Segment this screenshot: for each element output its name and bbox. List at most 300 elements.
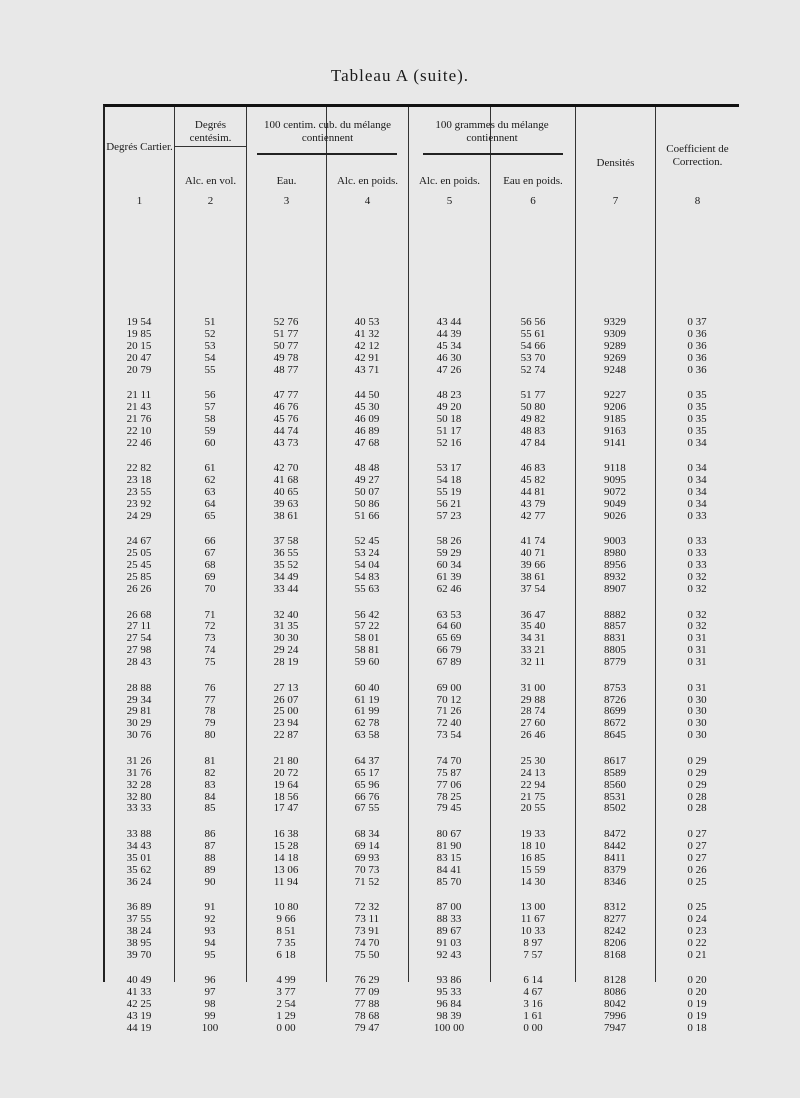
table-cell: 69 93 — [354, 851, 380, 864]
table-cell: 35 52 — [273, 559, 299, 572]
table-cell: 31 26 — [126, 754, 152, 767]
table-cell: 0 31 — [687, 656, 707, 669]
table-cell: 43 71 — [354, 363, 380, 376]
table-cell: 34 43 — [126, 839, 152, 852]
table-cell: 24 67 — [126, 535, 152, 548]
table-cell: 25 45 — [126, 559, 152, 572]
table-row — [105, 987, 739, 999]
table-cell: 61 19 — [354, 693, 380, 706]
row-group — [105, 390, 739, 449]
row-group — [105, 683, 739, 742]
table-row — [105, 560, 739, 572]
table-cell: 42 91 — [354, 351, 380, 364]
table-cell: 0 34 — [687, 436, 707, 449]
table-cell: 3 16 — [523, 998, 543, 1011]
table-cell: 7 35 — [276, 936, 296, 949]
table-cell: 31 00 — [520, 681, 546, 694]
table-cell: 8857 — [604, 620, 626, 633]
table-cell: 39 70 — [126, 948, 152, 961]
table-cell: 98 — [204, 998, 216, 1011]
table-cell: 9141 — [604, 436, 626, 449]
table-cell: 6 18 — [276, 948, 296, 961]
table-cell: 40 71 — [520, 547, 546, 560]
table-row — [105, 329, 739, 341]
table-row — [105, 414, 739, 426]
table-cell: 77 09 — [354, 986, 380, 999]
table-row — [105, 683, 739, 695]
table-cell: 71 52 — [354, 875, 380, 888]
table-cell: 0 34 — [687, 486, 707, 499]
table-cell: 88 33 — [436, 913, 462, 926]
table-cell: 63 — [204, 486, 216, 499]
table-cell: 35 62 — [126, 863, 152, 876]
table-cell: 56 56 — [520, 316, 546, 328]
table-cell: 66 79 — [436, 644, 462, 657]
table-cell: 0 33 — [687, 509, 707, 522]
table-cell: 72 32 — [354, 901, 380, 914]
table-cell: 15 28 — [273, 839, 299, 852]
table-cell: 63 53 — [436, 608, 462, 621]
table-cell: 9269 — [604, 351, 626, 364]
table-cell: 9289 — [604, 339, 626, 352]
table-cell: 0 37 — [687, 316, 707, 328]
table-row — [105, 511, 739, 523]
table-row — [105, 438, 739, 450]
table-row — [105, 950, 739, 962]
table-cell: 23 55 — [126, 486, 152, 499]
table-cell: 58 81 — [354, 644, 380, 657]
table-cell: 51 — [204, 316, 216, 328]
table-cell: 0 30 — [687, 693, 707, 706]
table-cell: 47 26 — [436, 363, 462, 376]
table-cell: 50 86 — [354, 497, 380, 510]
table-cell: 29 88 — [520, 693, 546, 706]
table-cell: 30 29 — [126, 717, 152, 730]
table-cell: 53 24 — [354, 547, 380, 560]
table-cell: 26 26 — [126, 582, 152, 595]
table-cell: 21 43 — [126, 401, 152, 414]
table-cell: 8 97 — [523, 936, 543, 949]
col-number: 3 — [283, 195, 290, 207]
table-cell: 40 49 — [126, 974, 152, 987]
table-cell: 3 77 — [276, 986, 296, 999]
table-cell: 8086 — [604, 986, 626, 999]
header-rule — [175, 146, 246, 147]
header-group-centim: 100 centim. cub. du mélange contiennent — [263, 119, 392, 144]
table-cell: 0 31 — [687, 644, 707, 657]
table-row — [105, 730, 739, 742]
table-cell: 53 17 — [436, 462, 462, 475]
table-cell: 51 77 — [520, 389, 546, 402]
row-group — [105, 610, 739, 669]
table-cell: 36 47 — [520, 608, 546, 621]
table-row — [105, 975, 739, 987]
col-number: 6 — [530, 195, 536, 207]
table-cell: 76 — [204, 681, 216, 694]
table-cell: 9003 — [604, 535, 626, 548]
table-cell: 59 — [204, 424, 216, 437]
table-cell: 9227 — [604, 389, 626, 402]
table-cell: 100 — [201, 1021, 219, 1034]
table-cell: 61 — [204, 462, 216, 475]
table-cell: 72 40 — [436, 717, 462, 730]
header-coefficient: Coefficient de Correction. — [666, 143, 729, 168]
table-cell: 22 10 — [126, 424, 152, 437]
header-degres-centesim: Degrés centésim. — [189, 119, 232, 144]
table-cell: 54 — [204, 351, 216, 364]
table-row — [105, 926, 739, 938]
table-cell: 92 43 — [436, 948, 462, 961]
table-cell: 8617 — [604, 754, 626, 767]
table-cell: 77 — [204, 693, 216, 706]
table-cell: 46 30 — [436, 351, 462, 364]
table-cell: 0 32 — [687, 608, 707, 621]
table-cell: 56 42 — [354, 608, 380, 621]
table-row — [105, 426, 739, 438]
table-cell: 15 59 — [520, 863, 546, 876]
table-row — [105, 1011, 739, 1023]
table-cell: 0 34 — [687, 497, 707, 510]
table-cell: 72 — [204, 620, 216, 633]
table-cell: 0 27 — [687, 827, 707, 840]
table-cell: 0 25 — [687, 901, 707, 914]
row-group — [105, 536, 739, 595]
header-eau: Eau. — [276, 175, 297, 187]
table-cell: 44 19 — [126, 1021, 152, 1034]
table-cell: 22 46 — [126, 436, 152, 449]
table-cell: 81 — [204, 754, 216, 767]
table-cell: 9049 — [604, 497, 626, 510]
table-cell: 29 24 — [273, 644, 299, 657]
table-cell: 60 — [204, 436, 216, 449]
table-cell: 53 70 — [520, 351, 546, 364]
table-cell: 0 29 — [687, 766, 707, 779]
table-cell: 41 32 — [354, 327, 380, 340]
table-cell: 0 36 — [687, 327, 707, 340]
row-group — [105, 829, 739, 888]
table-cell: 8956 — [604, 559, 626, 572]
table-cell: 20 15 — [126, 339, 152, 352]
table-cell: 85 70 — [436, 875, 462, 888]
table-cell: 55 61 — [520, 327, 546, 340]
table-cell: 0 33 — [687, 559, 707, 572]
table-cell: 16 85 — [520, 851, 546, 864]
table-cell: 52 — [204, 327, 216, 340]
table-cell: 14 30 — [520, 875, 546, 888]
table-cell: 70 73 — [354, 863, 380, 876]
table-row — [105, 756, 739, 768]
table-row — [105, 829, 739, 841]
table-cell: 27 13 — [273, 681, 299, 694]
table-cell: 13 06 — [273, 863, 299, 876]
table-row — [105, 536, 739, 548]
table-cell: 55 19 — [436, 486, 462, 499]
header-alc-vol: Alc. en vol. — [184, 175, 237, 187]
table-cell: 0 28 — [687, 802, 707, 815]
table-cell: 0 32 — [687, 620, 707, 633]
table-cell: 35 40 — [520, 620, 546, 633]
table-cell: 62 46 — [436, 582, 462, 595]
table-cell: 34 31 — [520, 632, 546, 645]
table-cell: 0 19 — [687, 1009, 707, 1022]
table-cell: 54 18 — [436, 474, 462, 487]
table-cell: 43 79 — [520, 497, 546, 510]
table-cell: 34 49 — [273, 571, 299, 584]
table-row — [105, 914, 739, 926]
table-cell: 28 19 — [273, 656, 299, 669]
table-cell: 24 13 — [520, 766, 546, 779]
col-number: 7 — [612, 195, 619, 207]
table-row — [105, 584, 739, 596]
table-cell: 13 00 — [520, 901, 546, 914]
table-cell: 46 76 — [273, 401, 299, 414]
table-cell: 0 20 — [687, 986, 707, 999]
table-cell: 68 — [204, 559, 216, 572]
table-cell: 66 — [204, 535, 216, 548]
table-cell: 39 63 — [273, 497, 299, 510]
table-cell: 25 30 — [520, 754, 546, 767]
table-cell: 57 23 — [436, 509, 462, 522]
table-cell: 69 14 — [354, 839, 380, 852]
table-cell: 25 00 — [273, 705, 299, 718]
table-cell: 0 00 — [276, 1021, 296, 1034]
table-cell: 26 07 — [273, 693, 299, 706]
table-cell: 73 54 — [436, 729, 462, 742]
table-cell: 57 — [204, 401, 216, 414]
table-cell: 86 — [204, 827, 216, 840]
table-cell: 41 68 — [273, 474, 299, 487]
page-title: Tableau A (suite). — [330, 66, 470, 85]
table-cell: 55 63 — [354, 582, 380, 595]
table-cell: 77 06 — [436, 778, 462, 791]
header-densites: Densités — [596, 157, 635, 169]
table-cell: 93 86 — [436, 974, 462, 987]
table-cell: 0 27 — [687, 851, 707, 864]
table-cell: 28 88 — [126, 681, 152, 694]
table-cell: 73 91 — [354, 924, 380, 937]
table-cell: 8206 — [604, 936, 626, 949]
table-cell: 20 47 — [126, 351, 152, 364]
table-cell: 60 40 — [354, 681, 380, 694]
table-row — [105, 780, 739, 792]
table-cell: 20 55 — [520, 802, 546, 815]
table-cell: 44 81 — [520, 486, 546, 499]
table-cell: 32 40 — [273, 608, 299, 621]
table-cell: 8277 — [604, 913, 626, 926]
header-rule — [423, 153, 563, 155]
table-cell: 8907 — [604, 582, 626, 595]
table-cell: 0 36 — [687, 339, 707, 352]
table-cell: 19 64 — [273, 778, 299, 791]
table-cell: 32 28 — [126, 778, 152, 791]
table-cell: 38 61 — [273, 509, 299, 522]
table-cell: 79 47 — [354, 1021, 380, 1034]
table-cell: 92 — [204, 913, 216, 926]
table-cell: 8779 — [604, 656, 626, 669]
table-cell: 79 — [204, 717, 216, 730]
table-cell: 50 18 — [436, 412, 462, 425]
table-cell: 44 74 — [273, 424, 299, 437]
table-cell: 53 — [204, 339, 216, 352]
table-cell: 17 47 — [273, 802, 299, 815]
table-cell: 54 04 — [354, 559, 380, 572]
table-cell: 43 19 — [126, 1009, 152, 1022]
table-cell: 50 77 — [273, 339, 299, 352]
table-cell: 21 75 — [520, 790, 546, 803]
table-cell: 35 01 — [126, 851, 152, 864]
table-cell: 83 — [204, 778, 216, 791]
table-row — [105, 803, 739, 815]
table-cell: 49 27 — [354, 474, 380, 487]
table-cell: 0 33 — [687, 535, 707, 548]
table-cell: 46 89 — [354, 424, 380, 437]
table-cell: 0 29 — [687, 754, 707, 767]
col-number: 1 — [136, 195, 143, 207]
table-cell: 54 83 — [354, 571, 380, 584]
table-cell: 30 76 — [126, 729, 152, 742]
table-cell: 36 55 — [273, 547, 299, 560]
table-cell: 84 41 — [436, 863, 462, 876]
table-cell: 8442 — [604, 839, 626, 852]
table-cell: 68 34 — [354, 827, 380, 840]
table-row — [105, 402, 739, 414]
table-cell: 7996 — [604, 1009, 626, 1022]
table-cell: 52 76 — [273, 316, 299, 328]
header-eau-poids: Eau en poids. — [503, 175, 563, 187]
col-number: 4 — [364, 195, 371, 207]
col-number: 8 — [694, 195, 701, 207]
table-cell: 8042 — [604, 998, 626, 1011]
table-cell: 0 35 — [687, 412, 707, 425]
table-cell: 0 19 — [687, 998, 707, 1011]
table-cell: 40 53 — [354, 316, 380, 328]
table-cell: 0 34 — [687, 474, 707, 487]
table-cell: 18 10 — [520, 839, 546, 852]
table-cell: 70 12 — [436, 693, 462, 706]
table-cell: 33 21 — [520, 644, 546, 657]
row-group — [105, 317, 739, 376]
table-cell: 38 24 — [126, 924, 152, 937]
table-cell: 8502 — [604, 802, 626, 815]
table-row — [105, 657, 739, 669]
table-cell: 49 20 — [436, 401, 462, 414]
table-cell: 7 57 — [523, 948, 543, 961]
table-cell: 74 70 — [354, 936, 380, 949]
table-cell: 57 22 — [354, 620, 380, 633]
table-row — [105, 902, 739, 914]
table-cell: 71 — [204, 608, 216, 621]
table-cell: 65 69 — [436, 632, 462, 645]
table-cell: 8753 — [604, 681, 626, 694]
table-cell: 36 24 — [126, 875, 152, 888]
table-cell: 73 — [204, 632, 216, 645]
table-cell: 0 36 — [687, 363, 707, 376]
table-body — [105, 317, 739, 1048]
table-row — [105, 792, 739, 804]
table-cell: 23 94 — [273, 717, 299, 730]
table-cell: 67 55 — [354, 802, 380, 815]
table-cell: 89 — [204, 863, 216, 876]
table-cell: 37 54 — [520, 582, 546, 595]
table-cell: 23 18 — [126, 474, 152, 487]
table-cell: 19 54 — [126, 316, 152, 328]
table-cell: 77 88 — [354, 998, 380, 1011]
table-cell: 42 77 — [520, 509, 546, 522]
table-cell: 78 25 — [436, 790, 462, 803]
table-cell: 40 65 — [273, 486, 299, 499]
table-cell: 88 — [204, 851, 216, 864]
table-cell: 44 50 — [354, 389, 380, 402]
table-cell: 33 33 — [126, 802, 152, 815]
table-cell: 28 43 — [126, 656, 152, 669]
header-degres-cartier: Degrés Cartier. — [106, 141, 173, 153]
table-cell: 8560 — [604, 778, 626, 791]
table-cell: 25 85 — [126, 571, 152, 584]
table-cell: 0 35 — [687, 424, 707, 437]
table-cell: 14 18 — [273, 851, 299, 864]
table-cell: 81 90 — [436, 839, 462, 852]
table-cell: 11 67 — [520, 913, 546, 926]
table-cell: 0 00 — [523, 1021, 543, 1034]
table-cell: 8980 — [604, 547, 626, 560]
table-cell: 58 26 — [436, 535, 462, 548]
table-cell: 76 29 — [354, 974, 380, 987]
table-cell: 69 00 — [436, 681, 462, 694]
table-cell: 50 07 — [354, 486, 380, 499]
col-number: 2 — [207, 195, 214, 207]
table-cell: 22 82 — [126, 462, 152, 475]
table-cell: 33 88 — [126, 827, 152, 840]
table-cell: 0 30 — [687, 717, 707, 730]
table-cell: 8472 — [604, 827, 626, 840]
table-cell: 80 67 — [436, 827, 462, 840]
table-cell: 31 35 — [273, 620, 299, 633]
table-cell: 0 32 — [687, 571, 707, 584]
table-cell: 4 67 — [523, 986, 543, 999]
table-cell: 6 14 — [523, 974, 543, 987]
table-cell: 10 80 — [273, 901, 299, 914]
table-cell: 64 37 — [354, 754, 380, 767]
table-cell: 98 39 — [436, 1009, 462, 1022]
table-cell: 52 45 — [354, 535, 380, 548]
table-cell: 87 00 — [436, 901, 462, 914]
table-cell: 9118 — [604, 462, 626, 475]
table-cell: 61 39 — [436, 571, 462, 584]
table-cell: 22 94 — [520, 778, 546, 791]
table-cell: 99 — [204, 1009, 216, 1022]
table-cell: 0 18 — [687, 1021, 707, 1034]
table-cell: 19 85 — [126, 327, 152, 340]
table-cell: 95 — [204, 948, 216, 961]
table-row — [105, 938, 739, 950]
table-cell: 24 29 — [126, 509, 152, 522]
table-row — [105, 706, 739, 718]
table-cell: 64 60 — [436, 620, 462, 633]
table-cell: 43 73 — [273, 436, 299, 449]
table-cell: 45 30 — [354, 401, 380, 414]
header-rule — [257, 153, 397, 155]
table-cell: 65 — [204, 509, 216, 522]
table-cell: 0 35 — [687, 401, 707, 414]
table-cell: 8168 — [604, 948, 626, 961]
table-cell: 73 11 — [354, 913, 380, 926]
table-cell: 0 31 — [687, 632, 707, 645]
table-cell: 21 11 — [126, 389, 152, 402]
table-cell: 67 89 — [436, 656, 462, 669]
table-cell: 26 46 — [520, 729, 546, 742]
table-cell: 71 26 — [436, 705, 462, 718]
table-cell: 27 60 — [520, 717, 546, 730]
